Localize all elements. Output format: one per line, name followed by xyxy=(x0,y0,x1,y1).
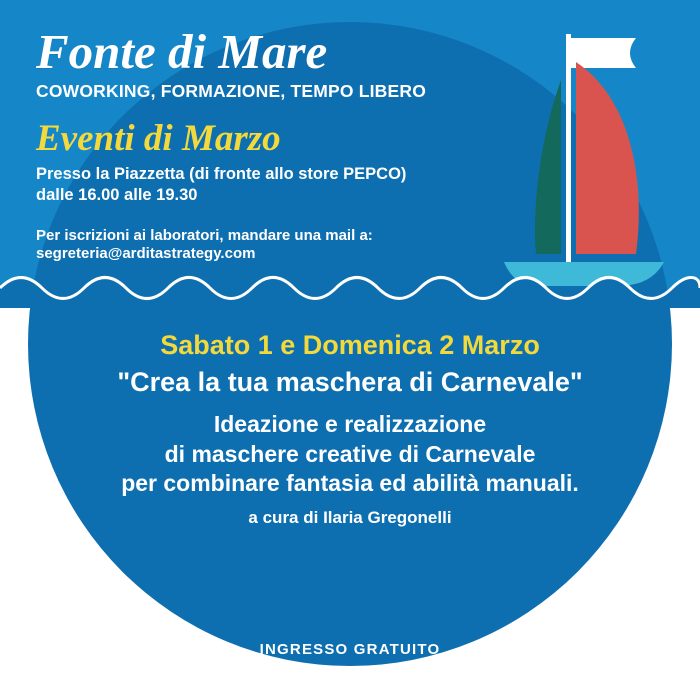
header-block xyxy=(36,26,486,262)
event-description xyxy=(50,410,650,498)
event-curator: a cura di Ilaria Gregonelli xyxy=(248,508,452,528)
wave-pattern xyxy=(0,268,700,308)
page-subtitle: COWORKING, FORMAZIONE, TEMPO LIBERO xyxy=(36,81,427,102)
admission-note: INGRESSO GRATUITO xyxy=(259,641,441,658)
event-date: Sabato 1 e Domenica 2 Marzo xyxy=(160,330,540,360)
event-description-line-3: per combinare fantasia ed abilità manuali. xyxy=(121,469,579,496)
event-description-line-1: Ideazione e realizzazione xyxy=(213,411,487,438)
event-name: "Crea la tua maschera di Carnevale" xyxy=(117,367,583,398)
event-place: Presso la Piazzetta (di fronte allo store PEPCO) xyxy=(36,165,407,184)
event-hours: dalle 16.00 alle 19.30 xyxy=(36,186,198,205)
contact-email: segreteria@arditastrategy.com xyxy=(36,245,256,263)
signup-info: Per iscrizioni ai laboratori, mandare una mail a: xyxy=(36,227,373,245)
event-details-block xyxy=(50,330,650,528)
events-title: Eventi di Marzo xyxy=(36,118,281,160)
page-title: Fonte di Mare xyxy=(36,24,328,79)
event-description-line-2: di maschere creative di Carnevale xyxy=(164,440,536,467)
